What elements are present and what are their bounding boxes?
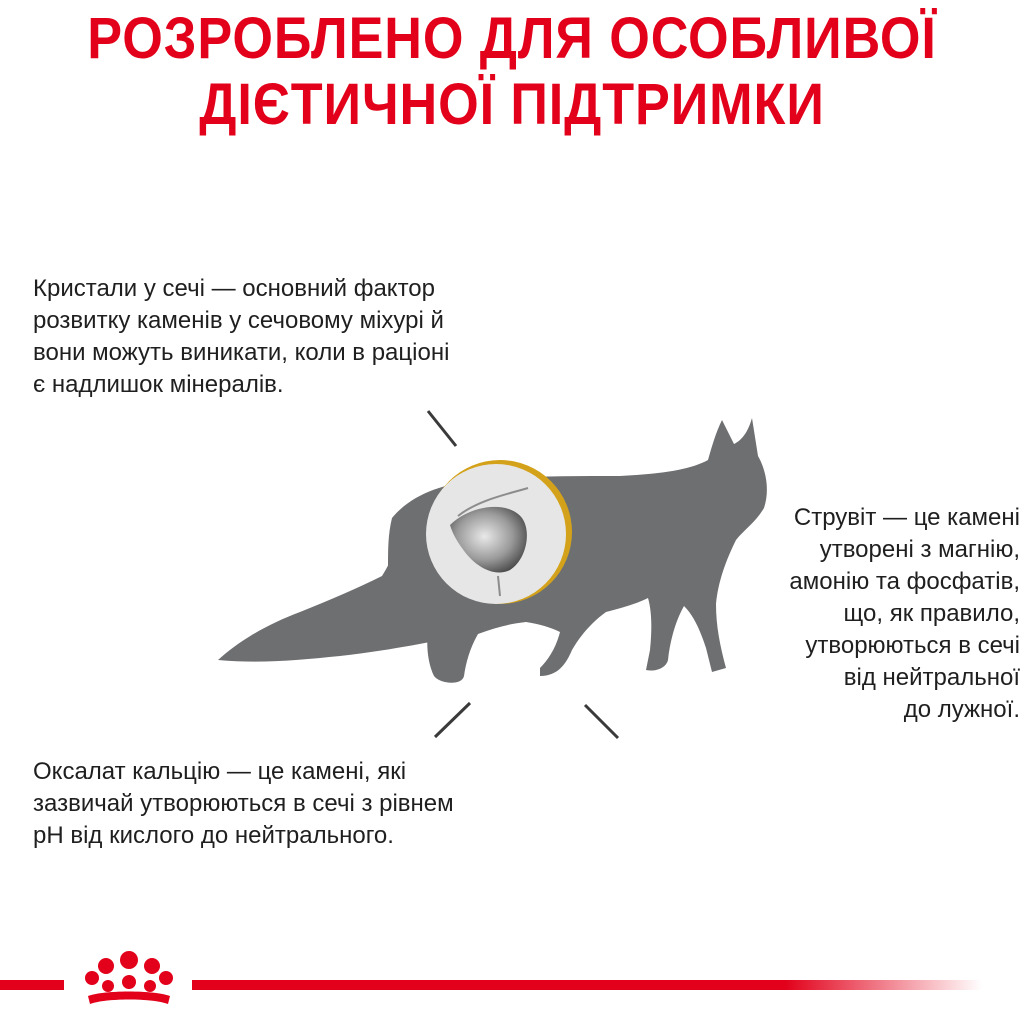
- callout-crystals-line: розвитку каменів у сечовому міхурі й: [33, 307, 444, 334]
- headline-line-2: ДІЄТИЧНОЇ ПІДТРИМКИ: [199, 72, 825, 137]
- callout-struvite-line: що, як правило,: [843, 600, 1020, 627]
- callout-struvite-line: утворюються в сечі: [805, 632, 1020, 659]
- callout-oxalate-line: зазвичай утворюються в сечі з рівнем: [33, 790, 454, 817]
- royal-canin-crown-logo-icon: [74, 946, 184, 1016]
- callout-crystals-line: є надлишок мінералів.: [33, 371, 284, 398]
- footer-rule-left: [0, 980, 64, 990]
- connector-struvite: [585, 705, 1024, 738]
- callout-struvite-line: від нейтральної: [843, 664, 1020, 691]
- headline-line-1: РОЗРОБЛЕНО ДЛЯ ОСОБЛИВОЇ: [87, 6, 937, 71]
- callout-struvite-line: до лужної.: [903, 696, 1020, 723]
- callout-crystals-line: Кристали у сечі — основний фактор: [33, 275, 435, 302]
- callout-struvite-line: утворені з магнію,: [819, 536, 1020, 563]
- connector-crystals: [33, 411, 456, 446]
- callout-struvite-line: амонію та фосфатів,: [789, 568, 1020, 595]
- bladder-inset: [426, 460, 572, 604]
- connector-oxalate: [33, 703, 470, 737]
- callout-oxalate-line: pH від кислого до нейтрального.: [33, 822, 394, 849]
- callout-oxalate-line: Оксалат кальцію — це камені, які: [33, 758, 407, 785]
- footer-rule-right: [192, 980, 982, 990]
- callout-struvite-line: Струвіт — це камені: [793, 504, 1020, 531]
- callout-crystals-line: вони можуть виникати, коли в раціоні: [33, 339, 450, 366]
